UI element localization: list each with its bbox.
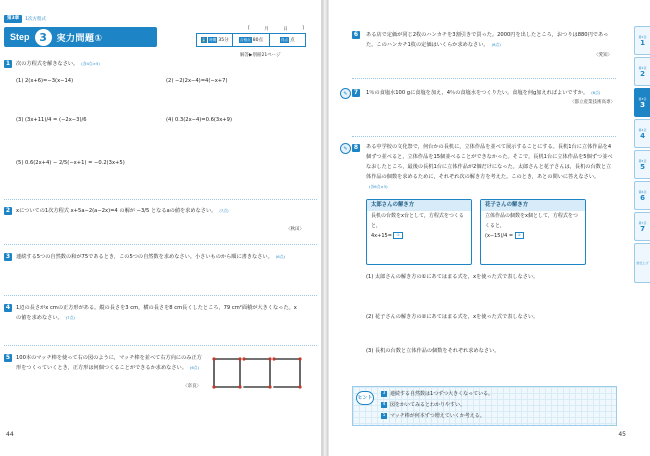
question-3-text: 連続する5つの自然数の和が75であるとき，この5つの自然数を求めなさい。小さいものから順に書きなさい。 [16,254,273,260]
divider [4,244,317,245]
chapter-tab-5-number: 5 [640,162,645,171]
hint-1-number: 3 [382,391,386,396]
hint-mark-icon: ✎ [340,143,351,154]
chapter-tab-4[interactable] [634,119,650,148]
time-key: 時間 [209,38,217,42]
question-8-prompt [366,142,616,192]
chapter-tabs [634,26,650,285]
question-6-text: ある店で定価が同じ2枚のハンカチを3割引きで買った。2000円を出したところ，おつりは880円であった。このハンカチ1枚の定価はいくらか求めなさい。 [366,32,609,48]
date-day: 日 [283,27,288,32]
pass-key: 合格点 [239,38,251,42]
chapter-tab-2[interactable] [634,57,650,86]
chapter-tag [4,14,46,23]
chapter-tab-1-label: 第1章 [638,34,647,39]
question-6-number: 6 [353,31,359,38]
question-1-text: 次の方程式を解きなさい。 [16,61,79,67]
hanako-method-text: 立体作品の個数をx個として，方程式をつくると， [485,213,578,229]
question-6-prompt [366,30,616,50]
taro-method-title: 太郎さんの解き方 [367,200,471,211]
chapter-tab-final-label: 総仕上げ [636,261,649,265]
chapter-name: 1次方程式 [25,16,47,22]
taro-method-text: 長机の台数をx台として，方程式をつくると， [371,213,464,229]
page-number-left: 44 [6,431,14,438]
hanako-method-box [480,199,586,265]
chapter-tab-4-label: 第4章 [638,127,647,132]
question-5-prompt [16,353,202,373]
score-cell [270,34,305,46]
step-label: Step [10,32,30,42]
pass-cell [233,34,269,46]
chapter-tab-6-number: 6 [640,193,645,202]
hint-2-text: 図をかいてみるとわかりやすい。 [390,402,466,408]
chapter-tab-7[interactable] [634,212,650,241]
question-3-points: (6点) [275,254,285,259]
chapter-tab-6-label: 第6章 [638,189,647,194]
question-7-prompt [366,88,616,98]
question-8-number: 8 [353,144,359,151]
question-5-number: 5 [5,354,11,361]
hint-2-number: 4 [382,402,386,407]
question-5-text: 100本のマッチ棒を使って右の図のように，マッチ棒を並べて右方向にのみ正方形をつくっていくとき，正方形は何個つくることができるか求めなさい。 [16,355,202,371]
pass-value: 80点 [252,38,263,43]
date-box [245,26,307,33]
q1-item-1: (1) 2(x+6)=−3(x−14) [16,78,74,84]
chapter-tab-1[interactable] [634,26,650,55]
question-4-points: (7点) [65,315,75,320]
divider [352,136,616,137]
chapter-tab-3-number: 3 [640,100,645,109]
chapter-tab-4-number: 4 [640,131,645,140]
score-value: 点 [290,38,295,43]
question-2-prompt [16,206,286,216]
chapter-tab-2-number: 2 [640,69,645,78]
question-7-text: 1％の食塩水100 gに食塩を加え，4％の食塩水をつくりたい。食塩を何g加えればよいですか。 [366,90,589,96]
question-1-points: (各4点×5) [81,61,100,66]
chapter-tab-7-label: 第7章 [638,220,647,225]
question-8-text: ある中学校の文化祭で，何台かの長机に，立体作品を並べて展示することにする。長机1台に立体作品を4個ずつ並べると，立体作品を15個並べることができなかった。そこで，長机1台に立体作品を5個ずつ並べなおしたところ，最後の長机1台に立体作品が2個だけになった。太郎さんと花子さんは，長机の台数と立体作品の個数を求めるために，それぞれ次の解き方を考えた。このとき，あとの問いに答えなさい。 [366,144,613,180]
chapter-tab-3[interactable] [634,88,650,117]
hint-label: ヒント [356,391,374,405]
chapter-tab-5[interactable] [634,150,650,179]
page-number-right: 45 [618,431,626,438]
hanako-method-title: 花子さんの解き方 [481,200,585,211]
time-value: 35分 [218,38,229,43]
question-1-number: 1 [5,60,11,67]
date-month: 月 [264,27,269,32]
question-6-points: (6点) [491,42,501,47]
question-4-text: 1辺の長さがx cmの正方形がある。縦の長さを3 cm，横の長さを8 cm長くしたところ，79 cm²面積が大きくなった。xの値を求めなさい。 [16,305,297,321]
question-5-points: (6点) [189,365,200,370]
chapter-tab-7-number: 7 [640,224,645,233]
hint-line-1 [381,390,493,398]
question-6-source: 〈愛知〉 [594,53,612,58]
left-page [0,0,322,456]
hint-3-text: マッチ棒が何本ずつ増えていくか考える。 [390,413,485,419]
divider [352,78,616,79]
step-title: 実力問題① [56,33,103,44]
chapter-tab-5-label: 第5章 [638,158,647,163]
question-4-number: 4 [5,304,11,311]
divider [4,295,317,296]
question-7-points: (6点) [591,90,601,95]
hourglass-icon: ⌛ [201,38,207,42]
hint-1-text: 連続する自然数は1つずつ大きくなっている。 [390,391,494,397]
taro-equation [367,231,471,241]
chapter-tab-3-label: 第3章 [638,96,647,101]
step-number: 3 [35,29,52,46]
q1-item-2: (2) −2(2x−4)=4(−x+7) [166,78,228,84]
taro-equation-lhs: 4x+15= [371,233,392,239]
question-3-prompt [16,252,300,262]
chapter-tab-6[interactable] [634,181,650,210]
question-1-prompt [16,59,306,69]
matchstick-figure [210,355,310,391]
time-cell [197,34,233,46]
date-bracket-open: [ [248,26,250,31]
hint-line-2 [381,401,465,409]
q8-subquestion-1: (1) 太郎さんの解き方の①にあてはまる式を，xを使った式で表しなさい。 [366,274,539,280]
taro-method-box [366,199,472,265]
divider [4,345,317,346]
blank-2-box: ② [515,232,524,239]
chapter-badge: 第3章 [4,15,22,23]
question-4-prompt [16,303,300,323]
chapter-tab-2-label: 第2章 [638,65,647,70]
hanako-equation-lhs: (x−15)/4 = [485,233,514,239]
score-key: 得点 [280,38,289,42]
hint-line-3 [381,412,485,420]
hint-panel [352,386,617,426]
question-3-number: 3 [5,253,11,260]
q1-item-3: (3) (3x+11)/4 = (−2x−3)/6 [16,117,87,123]
chapter-tab-final[interactable] [634,243,650,283]
question-2-points: (7点) [219,208,229,213]
q1-item-5: (5) 0.6(2x+4) − 2/5(−x+1) = −0.2(3x+5) [16,160,125,166]
blank-1-box: ① [393,232,402,239]
step-header [4,27,157,47]
question-5-source: 〈奈良〉 [183,384,201,389]
date-bracket-close: ] [302,26,304,31]
question-2-number: 2 [5,207,11,214]
question-7-number: 7 [353,89,359,96]
question-2-source: 〈秋田〉 [286,227,304,232]
meta-box [196,33,306,47]
chapter-tab-1-number: 1 [640,38,645,47]
divider [4,199,317,200]
answer-reference: 解答▶別冊21ページ [240,53,281,58]
hint-3-number: 5 [382,413,386,418]
q8-subquestion-3: (3) 長机の台数と立体作品の個数をそれぞれ求めなさい。 [366,348,500,354]
q1-item-4: (4) 0.3(2x−4)=0.6(3x+9) [166,117,232,123]
hint-mark-icon: ✎ [340,88,351,99]
question-8-points: (各6点×3) [369,184,388,189]
question-7-source: 〈都立産業技術高専〉 [570,100,615,105]
hanako-equation [481,231,585,241]
q8-subquestion-2: (2) 花子さんの解き方の②にあてはまる式を，xを使った式で表しなさい。 [366,314,539,320]
question-2-text: xについての1次方程式 x+5a−2(a−2x)=4 の解が −3/5 となるaの値を求めなさい。 [16,208,217,214]
